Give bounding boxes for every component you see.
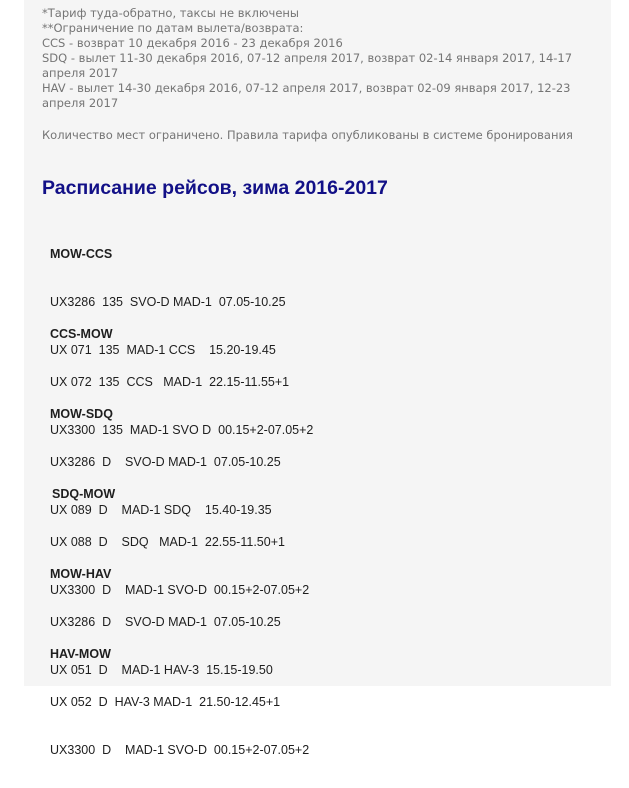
schedule-title: Расписание рейсов, зима 2016-2017: [42, 177, 388, 199]
flight-line: UX3300 D MAD-1 SVO-D 00.15+2-07.05+2: [50, 743, 310, 757]
seat-limit-note: Количество мест ограничено. Правила тарифа опубликованы в системе бронирования: [42, 128, 573, 142]
flight-line: UX3286 135 SVO-D MAD-1 07.05-10.25: [50, 295, 286, 309]
flight-line: UX3300 135 MAD-1 SVO D 00.15+2-07.05+2: [50, 423, 314, 437]
route-code: MOW-CCS: [50, 247, 113, 261]
flight-line: UX 088 D SDQ MAD-1 22.55-11.50+1: [50, 535, 285, 549]
flight-line: UX 089 D MAD-1 SDQ 15.40-19.35: [50, 503, 272, 517]
date-restriction-heading: **Ограничение по датам вылета/возврата:: [42, 21, 304, 35]
restriction-sdq: SDQ - вылет 11-30 декабря 2016, 07-12 апреля 2017, возврат 02-14 января 2017, 14-17 апреля 2017: [42, 51, 573, 80]
route-code: CCS-MOW: [50, 327, 113, 341]
route-code: MOW-HAV: [50, 567, 112, 581]
restriction-ccs: CCS - возврат 10 декабря 2016 - 23 декабря 2016: [42, 36, 343, 50]
flight-line: UX 051 D MAD-1 HAV-3 15.15-19.50: [50, 663, 273, 677]
route-code: SDQ-MOW: [52, 487, 116, 501]
flight-line: UX 072 135 CCS MAD-1 22.15-11.55+1: [50, 375, 290, 389]
flight-line: UX 052 D HAV-3 MAD-1 21.50-12.45+1: [50, 695, 281, 709]
route-code: HAV-MOW: [50, 647, 111, 661]
flight-line: UX 071 135 MAD-1 CCS 15.20-19.45: [50, 343, 276, 357]
route-code: MOW-SDQ: [50, 407, 113, 421]
restriction-hav: HAV - вылет 14-30 декабря 2016, 07-12 апреля 2017, возврат 02-09 января 2017, 12-23 апреля 2017: [42, 81, 571, 110]
fare-notes: [42, 6, 602, 111]
flight-line: UX3300 D MAD-1 SVO-D 00.15+2-07.05+2: [50, 583, 310, 597]
route-block: [50, 616, 309, 788]
flight-line: UX3286 D SVO-D MAD-1 07.05-10.25: [50, 615, 281, 629]
flight-line: UX3286 D SVO-D MAD-1 07.05-10.25: [50, 455, 281, 469]
fare-note: *Тариф туда-обратно, таксы не включены: [42, 6, 299, 20]
